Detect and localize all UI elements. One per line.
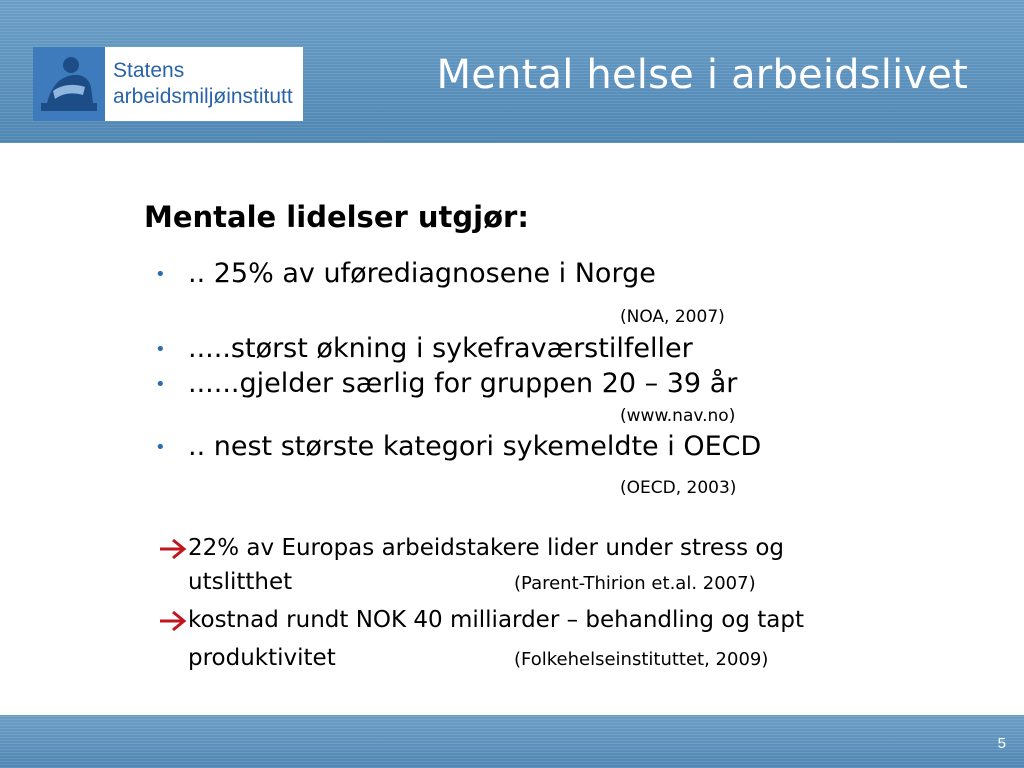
section-heading: Mentale lidelser utgjør:: [144, 200, 529, 234]
arrow-right-icon: [158, 609, 188, 637]
logo-text-line2: arbeidsmiljøinstitutt: [113, 85, 293, 108]
bullet-citation: (www.nav.no): [620, 406, 736, 426]
bullet-text: ......gjelder særlig for gruppen 20 – 39 år: [188, 368, 738, 399]
arrow-item-text: 22% av Europas arbeidstakere lider under stress og: [188, 535, 785, 561]
bullet-text: .. nest største kategori sykemeldte i OECD: [188, 431, 762, 462]
slide-title: Mental helse i arbeidslivet: [436, 52, 968, 98]
arrow-item-text-cont: utslitthet: [188, 569, 293, 595]
bullet-text: .....størst økning i sykefraværstilfeller: [188, 333, 693, 364]
bullet-dot-icon: •: [155, 374, 166, 395]
bullet-dot-icon: •: [155, 437, 166, 458]
arrow-item-text-cont: produktivitet: [188, 645, 336, 671]
bullet-dot-icon: •: [155, 264, 166, 285]
logo-text-line1: Statens: [113, 59, 185, 82]
bullet-text: .. 25% av uførediagnosene i Norge: [188, 258, 656, 289]
arrow-item-text: kostnad rundt NOK 40 milliarder – behandling og tapt: [188, 607, 804, 633]
bullet-citation: (OECD, 2003): [620, 478, 737, 498]
header-bar: [0, 0, 1024, 143]
logo: [33, 47, 303, 121]
page-number: 5: [997, 735, 1006, 752]
arrow-item-citation: (Parent-Thirion et.al. 2007): [514, 573, 756, 594]
logo-mark-icon: [33, 47, 105, 121]
bullet-citation: (NOA, 2007): [620, 307, 725, 327]
bullet-dot-icon: •: [155, 339, 166, 360]
arrow-item-citation: (Folkehelseinstituttet, 2009): [514, 649, 769, 670]
footer-bar: [0, 715, 1024, 768]
arrow-right-icon: [158, 537, 188, 565]
